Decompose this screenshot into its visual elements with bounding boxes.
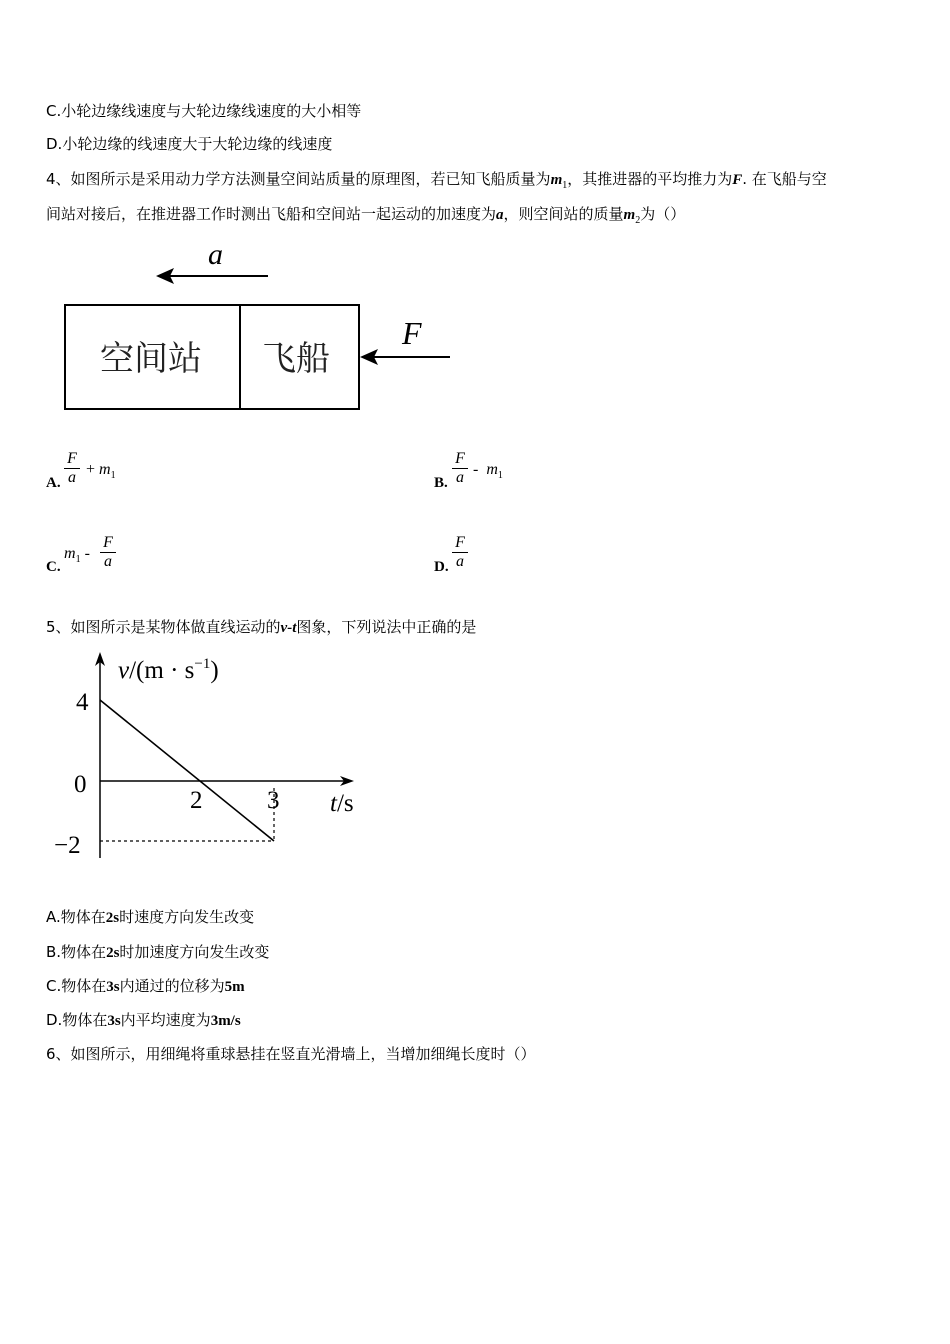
q4-option-a-letter[interactable]: A. [46,475,61,491]
q4-option-a-term: + $m_1$ [86,461,116,482]
q5-vt-graph [50,648,370,863]
q3-option-d: D.小轮边缘的线速度大于大轮边缘的线速度 [46,135,333,153]
q3-option-c: C.小轮边缘线速度与大轮边缘线速度的大小相等 [46,102,362,120]
q4-option-b-term: - $m_1$ [473,461,503,482]
q5-option-c[interactable]: C.物体在3s内通过的位移为5m [46,977,245,995]
q4-stem-line2: 间站对接后，在推进器工作时测出飞船和空间站一起运动的加速度为a，则空间站的质量$m_2$为（） [46,205,686,226]
q4-option-d-fraction: $\frac{F}{a}$ [452,534,468,571]
q4-option-a-fraction: $\frac{F}{a}$ [64,450,80,487]
q5-option-a[interactable]: A.物体在2s时速度方向发生改变 [46,908,255,926]
q4-option-b-letter[interactable]: B. [434,475,448,491]
q4-option-c-letter[interactable]: C. [46,559,61,575]
q6-stem: 6、如图所示，用细绳将重球悬挂在竖直光滑墙上，当增加细绳长度时（） [46,1045,536,1063]
x-tick-3: 3 [267,787,280,814]
q5-stem: 5、如图所示是某物体做直线运动的v-t图象，下列说法中正确的是 [46,618,477,636]
q4-option-c-term: $m_1$ - [64,545,90,566]
q4-option-d-letter[interactable]: D. [434,559,449,575]
y-axis-label: $v/(m \cdot s^{-1})$ [118,656,219,684]
q4-option-b-fraction: $\frac{F}{a}$ [452,450,468,487]
x-tick-2: 2 [190,787,203,814]
velocity-line [100,700,274,841]
q4-figure [50,240,470,420]
q4-stem-line1: 4、如图所示是采用动力学方法测量空间站质量的原理图，若已知飞船质量为$m_1$，其推进器的平均推力为F. 在飞船与空 [46,170,827,191]
accel-label: a [208,240,223,271]
ship-label: 飞船 [262,341,330,378]
force-label: F [402,315,422,351]
station-label: 空间站 [100,341,202,378]
q5-option-d[interactable]: D.物体在3s内平均速度为3m/s [46,1011,241,1029]
y-tick-0: 0 [74,771,87,798]
q5-option-b[interactable]: B.物体在2s时加速度方向发生改变 [46,943,270,961]
q4-option-c-fraction: $\frac{F}{a}$ [100,534,116,571]
y-tick-neg2: −2 [54,832,81,859]
x-axis-label: t/s [330,790,354,817]
y-tick-4: 4 [76,689,89,716]
